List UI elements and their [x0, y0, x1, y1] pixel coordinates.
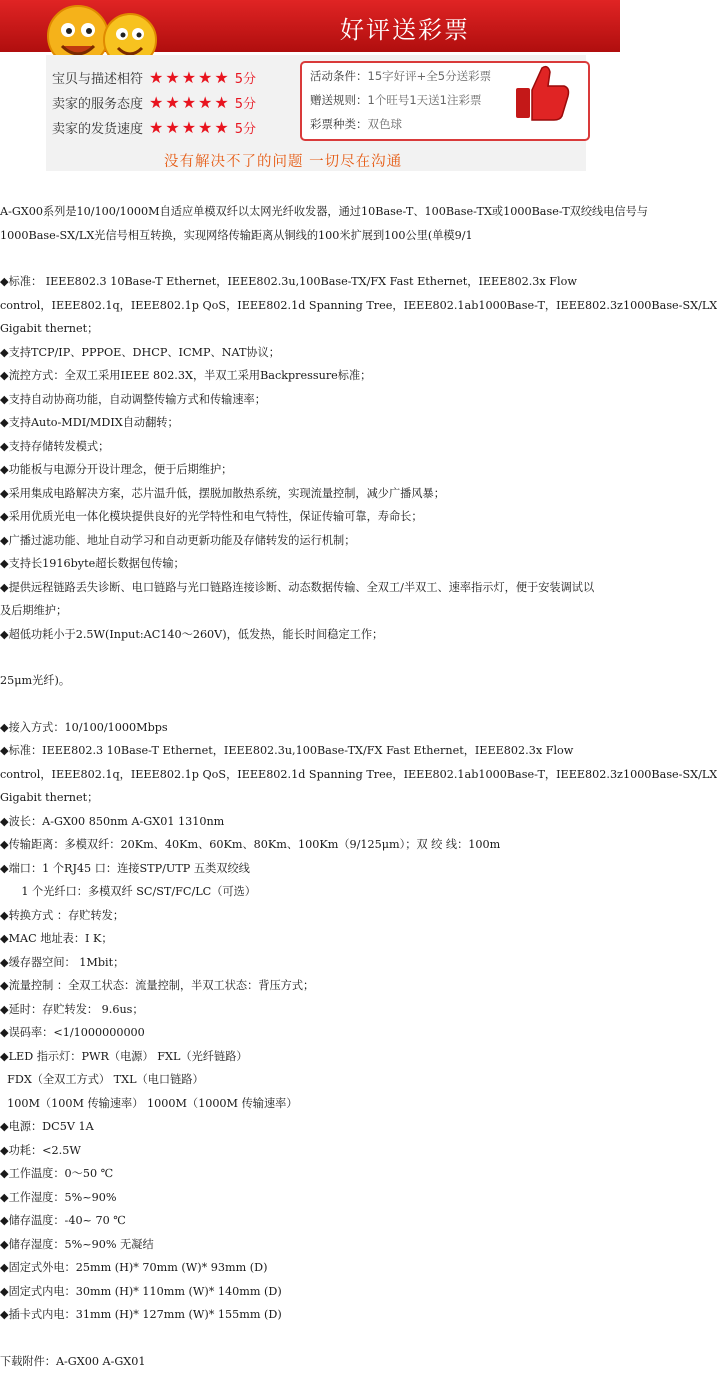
feature-line: ◆超低功耗小于2.5W(Input:AC140～260V)，低发热，能长时间稳定工作； [0, 627, 384, 641]
spec-line: ◆波长：A-GX00 850nm A-GX01 1310nm [0, 814, 225, 828]
banner-title: 好评送彩票 [340, 16, 470, 44]
feature-line: ◆支持TCP/IP、PPPOE、DHCP、ICMP、NAT协议； [0, 345, 280, 359]
feature-line: ◆支持存储转发模式； [0, 439, 110, 453]
spec-line: ◆储存湿度：5%~90% 无凝结 [0, 1237, 154, 1251]
spec-line: ◆标准：IEEE802.3 10Base-T Ethernet，IEEE802.3u,100Base-TX/FX Fast Ethernet，IEEE802.3x Flow [0, 744, 574, 757]
spec-line: ◆延时：存贮转发： 9.6us； [0, 1002, 144, 1016]
spec-line: ◆固定式外电：25mm (H)* 70mm (W)* 93mm (D) [0, 1261, 268, 1274]
feature-line: ◆提供远程链路丢失诊断、电口链路与光口链路连接诊断、动态数据传输、全双工/半双工、速率指示灯，便于安装调试以 [0, 580, 595, 594]
feature-line: ◆支持自动协商功能，自动调整传输方式和传输速率； [0, 392, 266, 406]
rating-label: 卖家的发货速度 [52, 122, 144, 137]
download-attachments: 下载附件：A-GX00 A-GX01 [0, 1354, 146, 1368]
rating-stars: ★★★★★ [149, 93, 231, 112]
spec-line: 1 个光纤口：多模双纤 SC/ST/FC/LC（可选） [0, 885, 256, 898]
spec-line: ◆接入方式：10/100/1000Mbps [0, 720, 168, 734]
feature-line: ◆采用集成电路解决方案，芯片温升低，摆脱加散热系统，实现流量控制，减少广播风暴； [0, 486, 445, 500]
rating-score: 5分 [234, 122, 257, 137]
intro-line: 1000Base-SX/LX光信号相互转换，实现网络传输距离从铜线的100米扩展到100公里(单模9/1 [0, 228, 473, 242]
feature-line: Gigabit thernet； [0, 322, 99, 335]
spec-line: ◆传输距离：多模双纤：20Km、40Km、60Km、80Km、100Km（9/125μm）；双 绞 线：100m [0, 838, 501, 851]
spec-line: ◆工作温度：0～50 ℃ [0, 1167, 114, 1180]
spec-line: ◆固定式内电：30mm (H)* 110mm (W)* 140mm (D) [0, 1284, 282, 1298]
spec-line: ◆MAC 地址表：I K； [0, 932, 113, 945]
feature-line: 及后期维护； [0, 604, 68, 617]
rule-gift: 赠送规则：1个旺号1天送1注彩票 [310, 93, 482, 107]
spec-line: ◆电源：DC5V 1A [0, 1120, 94, 1133]
intro-line: A-GX00系列是10/100/1000M自适应单模双纤以太网光纤收发器，通过10Base-T、100Base-TX或1000Base-T双绞线电信号与 [0, 205, 648, 218]
spec-line: control，IEEE802.1q，IEEE802.1p QoS，IEEE802.1d Spanning Tree，IEEE802.1ab1000Base-T，IEEE802.3z1000Base-SX/LX [0, 767, 717, 781]
spec-line: 100M（100M 传输速率） 1000M（1000M 传输速率） [0, 1096, 298, 1110]
spec-line: ◆储存温度：-40~ 70 ℃ [0, 1214, 126, 1227]
spec-line: ◆LED 指示灯：PWR（电源） FXL（光纤链路） [0, 1049, 248, 1063]
fiber-note: 25μm光纤)。 [0, 674, 71, 687]
rating-row-description [52, 68, 256, 87]
banner-slogan: 没有解决不了的问题 一切尽在沟通 [164, 154, 403, 170]
spec-line: ◆误码率：<1/1000000000 [0, 1026, 145, 1039]
product-description [0, 200, 717, 1373]
thumbs-up-icon [512, 62, 570, 124]
feature-line: ◆支持Auto-MDI/MDIX自动翻转； [0, 416, 179, 429]
spec-line: ◆工作湿度：5%~90% [0, 1190, 117, 1204]
rating-label: 卖家的服务态度 [52, 97, 144, 112]
spec-line: ◆缓存器空间： 1Mbit； [0, 955, 125, 969]
feature-line: ◆支持长1916byte超长数据包传输； [0, 557, 185, 570]
rule-type: 彩票种类：双色球 [310, 117, 402, 131]
rule-condition: 活动条件：15字好评+全5分送彩票 [310, 69, 492, 83]
review-banner [0, 0, 620, 178]
spec-line: ◆功耗：<2.5W [0, 1143, 81, 1157]
feature-line: ◆流控方式：全双工采用IEEE 802.3X，半双工采用Backpressure标准； [0, 369, 372, 382]
spec-line: ◆流量控制 ：全双工状态：流量控制，半双工状态：背压方式； [0, 979, 315, 992]
spec-line: ◆插卡式内电：31mm (H)* 127mm (W)* 155mm (D) [0, 1308, 282, 1321]
rating-score: 5分 [234, 72, 257, 87]
feature-line: ◆功能板与电源分开设计理念，便于后期维护； [0, 463, 233, 476]
feature-line: control，IEEE802.1q，IEEE802.1p QoS，IEEE802.1d Spanning Tree，IEEE802.1ab1000Base-T，IEEE802.3z1000Base-SX/LX [0, 298, 717, 312]
rating-stars: ★★★★★ [149, 68, 231, 87]
rating-stars: ★★★★★ [149, 118, 231, 137]
feature-line: ◆广播过滤功能、地址自动学习和自动更新功能及存储转发的运行机制； [0, 533, 356, 547]
rating-score: 5分 [234, 97, 257, 112]
rating-row-shipping [52, 118, 256, 137]
feature-line: ◆标准： IEEE802.3 10Base-T Ethernet，IEEE802.3u,100Base-TX/FX Fast Ethernet，IEEE802.3x Flow [0, 275, 577, 288]
spec-line: FDX（全双工方式） TXL（电口链路） [0, 1073, 204, 1086]
spec-line: Gigabit thernet； [0, 791, 99, 804]
rating-label: 宝贝与描述相符 [52, 72, 144, 87]
rating-row-service [52, 93, 256, 112]
feature-line: ◆采用优质光电一体化模块提供良好的光学特性和电气特性，保证传输可靠，寿命长； [0, 510, 423, 523]
spec-line: ◆转换方式 ：存贮转发； [0, 908, 125, 922]
spec-line: ◆端口：1 个RJ45 口：连接STP/UTP 五类双绞线 [0, 861, 250, 875]
